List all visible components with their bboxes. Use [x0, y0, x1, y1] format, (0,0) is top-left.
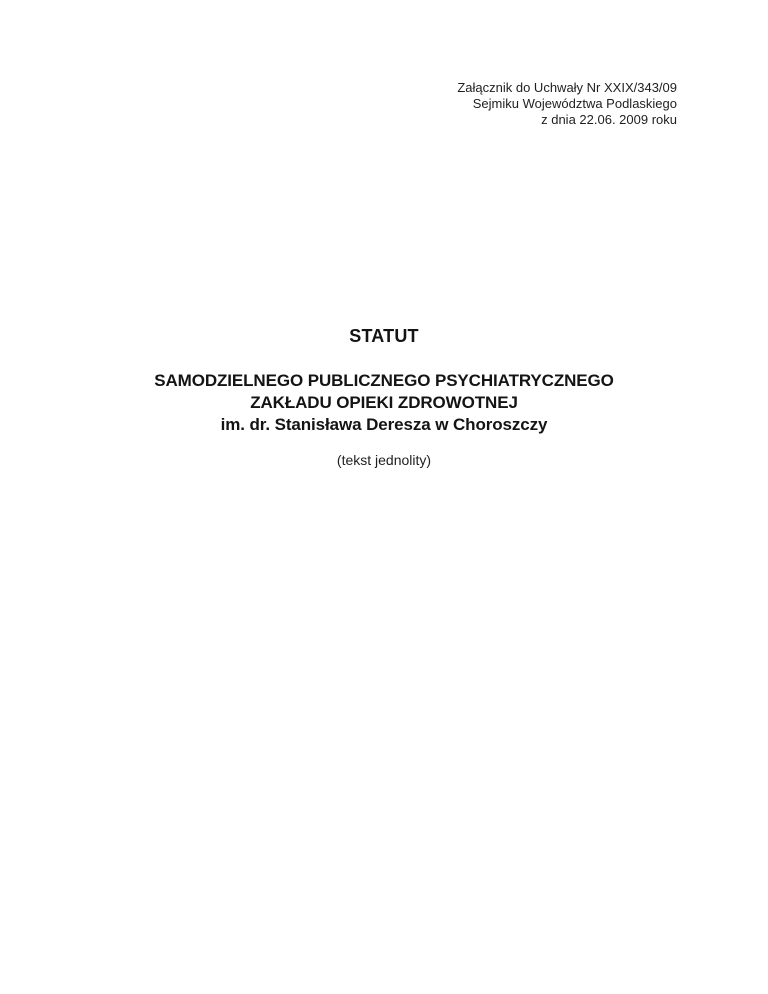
organization-name: [0, 370, 768, 436]
organization-name-line-1: SAMODZIELNEGO PUBLICZNEGO PSYCHIATRYCZNEGO: [154, 371, 614, 390]
consolidated-text-note: (tekst jednolity): [336, 452, 432, 468]
annotation-line-resolution-number: Załącznik do Uchwały Nr XXIX/343/09: [457, 80, 677, 95]
annotation-line-issuing-body: Sejmiku Województwa Podlaskiego: [472, 96, 677, 111]
organization-name-line-2: ZAKŁADU OPIEKI ZDROWOTNEJ: [250, 393, 518, 412]
organization-name-line-3: im. dr. Stanisława Deresza w Choroszczy: [220, 415, 548, 434]
annotation-line-date: z dnia 22.06. 2009 roku: [541, 112, 677, 127]
attachment-annotation: [457, 80, 677, 128]
document-title: STATUT: [349, 326, 419, 346]
